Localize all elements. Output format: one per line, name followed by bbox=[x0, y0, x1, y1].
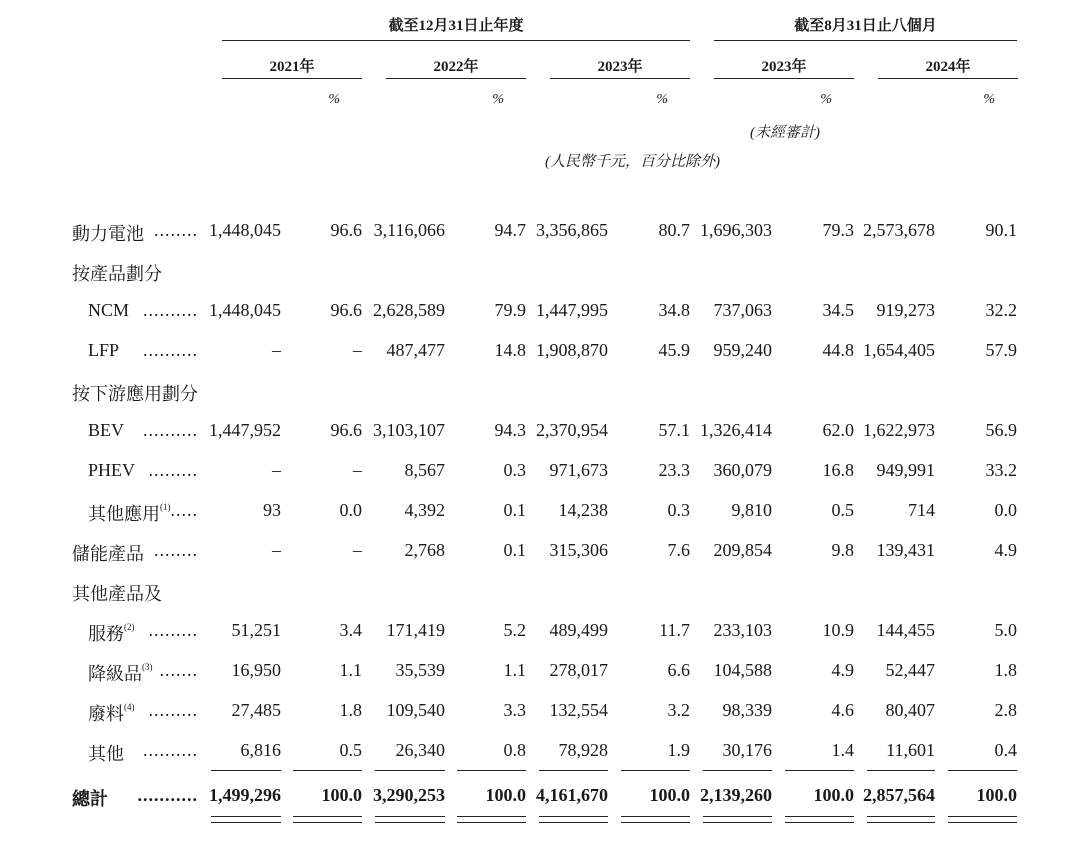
amount-cell: 26,340 bbox=[395, 740, 445, 760]
amount-cell: 139,431 bbox=[876, 540, 935, 560]
amount-cell: 9,810 bbox=[731, 500, 772, 520]
amount-cell: 3,356,865 bbox=[536, 220, 608, 240]
row-label-text: NCM bbox=[88, 300, 130, 320]
leader-dots: .......... bbox=[143, 300, 198, 320]
year-rule bbox=[386, 78, 526, 79]
subtotal-rule bbox=[539, 770, 608, 771]
amount-cell: 2,573,678 bbox=[863, 220, 935, 240]
row-label bbox=[88, 700, 135, 726]
row-label-text: 降級品 bbox=[88, 664, 142, 684]
percent-cell: 44.8 bbox=[822, 340, 854, 360]
total-double-rule bbox=[948, 816, 1017, 823]
percent-cell: 0.1 bbox=[503, 500, 526, 520]
amount-cell: 6,816 bbox=[240, 740, 281, 760]
percent-cell: 9.8 bbox=[831, 540, 854, 560]
percent-cell: 11.7 bbox=[659, 620, 690, 640]
leader-dots: ....... bbox=[159, 660, 198, 680]
percent-cell: – bbox=[353, 460, 362, 480]
total-double-rule bbox=[867, 816, 935, 823]
total-double-rule bbox=[621, 816, 690, 823]
percent-cell: 6.6 bbox=[667, 660, 690, 680]
year-rule bbox=[878, 78, 1018, 79]
percent-cell: 1.4 bbox=[831, 740, 854, 760]
year-header-2024-8m: 2024年 bbox=[925, 59, 971, 75]
percent-cell: 100.0 bbox=[813, 785, 854, 805]
period-header-eight-months: 截至8月31日止八個月 bbox=[794, 18, 937, 34]
percent-cell: 96.6 bbox=[330, 220, 362, 240]
amount-cell: 14,238 bbox=[558, 500, 608, 520]
amount-cell: 949,991 bbox=[876, 460, 935, 480]
leader-dots: ......... bbox=[148, 700, 198, 720]
row-label bbox=[88, 300, 129, 321]
amount-cell: 2,370,954 bbox=[536, 420, 608, 440]
percent-cell: 90.1 bbox=[985, 220, 1017, 240]
footnote-marker: (1) bbox=[160, 502, 171, 512]
percent-cell: 96.6 bbox=[330, 300, 362, 320]
percent-cell: 1.8 bbox=[994, 660, 1017, 680]
percent-cell: 4.9 bbox=[994, 540, 1017, 560]
leader-dots: ......... bbox=[148, 620, 198, 640]
row-label bbox=[88, 620, 135, 646]
row-label bbox=[88, 740, 124, 766]
percent-cell: 0.8 bbox=[503, 740, 526, 760]
amount-cell: 1,908,870 bbox=[536, 340, 608, 360]
row-label bbox=[88, 660, 153, 686]
amount-cell: 2,857,564 bbox=[863, 785, 935, 805]
percent-cell: 0.0 bbox=[994, 500, 1017, 520]
pct-header: % bbox=[492, 92, 504, 107]
footnote-marker: (2) bbox=[124, 622, 135, 632]
amount-cell: 11,601 bbox=[886, 740, 935, 760]
subtotal-rule bbox=[375, 770, 445, 771]
amount-cell: – bbox=[272, 460, 281, 480]
subtotal-rule bbox=[211, 770, 281, 771]
percent-cell: 45.9 bbox=[658, 340, 690, 360]
footnote-marker: (4) bbox=[124, 702, 135, 712]
leader-dots: .......... bbox=[143, 420, 198, 440]
amount-cell: 1,654,405 bbox=[863, 340, 935, 360]
section-heading bbox=[72, 580, 162, 606]
period-header-year-end: 截至12月31日止年度 bbox=[388, 18, 524, 34]
amount-cell: 3,103,107 bbox=[373, 420, 445, 440]
row-label bbox=[88, 500, 171, 526]
amount-cell: 1,447,952 bbox=[209, 420, 281, 440]
amount-cell: 35,539 bbox=[395, 660, 445, 680]
amount-cell: 4,392 bbox=[404, 500, 445, 520]
row-label-text: 總計 bbox=[72, 789, 108, 809]
amount-cell: 2,628,589 bbox=[373, 300, 445, 320]
amount-cell: 278,017 bbox=[549, 660, 608, 680]
row-label bbox=[88, 420, 124, 441]
row-label-text: 服務 bbox=[88, 624, 124, 644]
leader-dots: ........... bbox=[137, 785, 198, 805]
percent-cell: 100.0 bbox=[321, 785, 362, 805]
percent-cell: 3.3 bbox=[503, 700, 526, 720]
amount-cell: – bbox=[272, 340, 281, 360]
pct-header: % bbox=[656, 92, 668, 107]
amount-cell: 104,588 bbox=[713, 660, 772, 680]
percent-cell: 33.2 bbox=[985, 460, 1017, 480]
amount-cell: 233,103 bbox=[713, 620, 772, 640]
percent-cell: 16.8 bbox=[822, 460, 854, 480]
amount-cell: – bbox=[272, 540, 281, 560]
row-label-text: 儲能產品 bbox=[72, 544, 144, 564]
percent-cell: 1.1 bbox=[339, 660, 362, 680]
amount-cell: 132,554 bbox=[549, 700, 608, 720]
amount-cell: 109,540 bbox=[386, 700, 445, 720]
year-header-2022: 2022年 bbox=[433, 59, 479, 75]
unaudited-note: (未經審計) bbox=[750, 125, 820, 141]
row-label bbox=[72, 220, 144, 246]
amount-cell: 52,447 bbox=[885, 660, 935, 680]
amount-cell: 80,407 bbox=[885, 700, 935, 720]
leader-dots: ..... bbox=[170, 500, 198, 520]
percent-cell: 56.9 bbox=[985, 420, 1017, 440]
amount-cell: 360,079 bbox=[713, 460, 772, 480]
percent-cell: 0.0 bbox=[339, 500, 362, 520]
percent-cell: 100.0 bbox=[649, 785, 690, 805]
row-label-text: 按下游應用劃分 bbox=[72, 384, 198, 404]
unit-note: (人民幣千元，百分比除外) bbox=[545, 154, 720, 170]
leader-dots: ........ bbox=[154, 220, 198, 240]
percent-cell: 94.3 bbox=[494, 420, 526, 440]
percent-cell: 7.6 bbox=[667, 540, 690, 560]
percent-cell: 0.3 bbox=[667, 500, 690, 520]
percent-cell: 0.5 bbox=[831, 500, 854, 520]
amount-cell: 737,063 bbox=[713, 300, 772, 320]
percent-cell: 1.9 bbox=[667, 740, 690, 760]
percent-cell: 80.7 bbox=[658, 220, 690, 240]
year-header-2023: 2023年 bbox=[597, 59, 643, 75]
row-label-text: LFP bbox=[88, 340, 120, 360]
amount-cell: 30,176 bbox=[722, 740, 772, 760]
leader-dots: .......... bbox=[143, 340, 198, 360]
row-label bbox=[88, 460, 135, 481]
total-double-rule bbox=[785, 816, 854, 823]
subtotal-rule bbox=[948, 770, 1017, 771]
percent-cell: 34.5 bbox=[822, 300, 854, 320]
amount-cell: 487,477 bbox=[386, 340, 445, 360]
percent-cell: 4.9 bbox=[831, 660, 854, 680]
year-header-2021: 2021年 bbox=[269, 59, 315, 75]
row-label-text: 其他 bbox=[88, 744, 124, 764]
percent-cell: 0.4 bbox=[994, 740, 1017, 760]
amount-cell: 16,950 bbox=[231, 660, 281, 680]
row-label-text: 其他應用 bbox=[88, 504, 160, 524]
percent-cell: 1.1 bbox=[503, 660, 526, 680]
percent-cell: 23.3 bbox=[658, 460, 690, 480]
section-heading bbox=[72, 260, 162, 286]
pct-header: % bbox=[820, 92, 832, 107]
amount-cell: 4,161,670 bbox=[536, 785, 608, 805]
percent-cell: 57.1 bbox=[658, 420, 690, 440]
percent-cell: 94.7 bbox=[494, 220, 526, 240]
amount-cell: 1,326,414 bbox=[700, 420, 772, 440]
amount-cell: 51,251 bbox=[231, 620, 281, 640]
amount-cell: 78,928 bbox=[558, 740, 608, 760]
amount-cell: 1,448,045 bbox=[209, 220, 281, 240]
subtotal-rule bbox=[621, 770, 690, 771]
amount-cell: 209,854 bbox=[713, 540, 772, 560]
percent-cell: 0.1 bbox=[503, 540, 526, 560]
percent-cell: 57.9 bbox=[985, 340, 1017, 360]
amount-cell: 144,455 bbox=[876, 620, 935, 640]
amount-cell: 971,673 bbox=[549, 460, 608, 480]
leader-dots: ......... bbox=[148, 460, 198, 480]
year-rule bbox=[222, 78, 362, 79]
total-double-rule bbox=[293, 816, 362, 823]
amount-cell: 3,116,066 bbox=[373, 220, 445, 240]
percent-cell: – bbox=[353, 340, 362, 360]
percent-cell: 5.2 bbox=[503, 620, 526, 640]
row-label-text: 按產品劃分 bbox=[72, 264, 162, 284]
total-double-rule bbox=[457, 816, 526, 823]
year-rule bbox=[550, 78, 690, 79]
amount-cell: 1,622,973 bbox=[863, 420, 935, 440]
percent-cell: 14.8 bbox=[494, 340, 526, 360]
amount-cell: 93 bbox=[263, 500, 281, 520]
section-heading bbox=[72, 380, 198, 406]
amount-cell: 8,567 bbox=[404, 460, 445, 480]
row-label bbox=[72, 785, 108, 811]
percent-cell: 0.3 bbox=[503, 460, 526, 480]
percent-cell: 1.8 bbox=[339, 700, 362, 720]
amount-cell: 714 bbox=[908, 500, 935, 520]
percent-cell: 96.6 bbox=[330, 420, 362, 440]
amount-cell: 489,499 bbox=[549, 620, 608, 640]
percent-cell: 3.4 bbox=[339, 620, 362, 640]
percent-cell: 0.5 bbox=[339, 740, 362, 760]
group2-rule bbox=[714, 40, 1017, 41]
percent-cell: 3.2 bbox=[667, 700, 690, 720]
row-label-text: PHEV bbox=[88, 460, 136, 480]
row-label-text: 其他產品及 bbox=[72, 584, 162, 604]
pct-header: % bbox=[983, 92, 995, 107]
percent-cell: 4.6 bbox=[831, 700, 854, 720]
subtotal-rule bbox=[867, 770, 935, 771]
percent-cell: – bbox=[353, 540, 362, 560]
amount-cell: 98,339 bbox=[722, 700, 772, 720]
subtotal-rule bbox=[785, 770, 854, 771]
leader-dots: ........ bbox=[154, 540, 198, 560]
row-label bbox=[72, 540, 144, 566]
amount-cell: 959,240 bbox=[713, 340, 772, 360]
row-label-text: 動力電池 bbox=[72, 224, 144, 244]
amount-cell: 3,290,253 bbox=[373, 785, 445, 805]
amount-cell: 1,447,995 bbox=[536, 300, 608, 320]
percent-cell: 79.9 bbox=[494, 300, 526, 320]
amount-cell: 315,306 bbox=[549, 540, 608, 560]
subtotal-rule bbox=[703, 770, 772, 771]
row-label-text: 廢料 bbox=[88, 704, 124, 724]
row-label bbox=[88, 340, 119, 361]
total-double-rule bbox=[375, 816, 445, 823]
amount-cell: 919,273 bbox=[876, 300, 935, 320]
amount-cell: 2,768 bbox=[404, 540, 445, 560]
amount-cell: 171,419 bbox=[386, 620, 445, 640]
percent-cell: 34.8 bbox=[658, 300, 690, 320]
amount-cell: 1,696,303 bbox=[700, 220, 772, 240]
total-double-rule bbox=[703, 816, 772, 823]
footnote-marker: (3) bbox=[142, 662, 153, 672]
percent-cell: 5.0 bbox=[994, 620, 1017, 640]
leader-dots: .......... bbox=[143, 740, 198, 760]
total-double-rule bbox=[211, 816, 281, 823]
percent-cell: 2.8 bbox=[994, 700, 1017, 720]
percent-cell: 100.0 bbox=[485, 785, 526, 805]
total-double-rule bbox=[539, 816, 608, 823]
subtotal-rule bbox=[457, 770, 526, 771]
amount-cell: 2,139,260 bbox=[700, 785, 772, 805]
amount-cell: 1,499,296 bbox=[209, 785, 281, 805]
percent-cell: 100.0 bbox=[976, 785, 1017, 805]
year-rule bbox=[714, 78, 854, 79]
percent-cell: 62.0 bbox=[822, 420, 854, 440]
subtotal-rule bbox=[293, 770, 362, 771]
pct-header: % bbox=[328, 92, 340, 107]
group1-rule bbox=[222, 40, 690, 41]
percent-cell: 10.9 bbox=[822, 620, 854, 640]
percent-cell: 32.2 bbox=[985, 300, 1017, 320]
year-header-2023-8m: 2023年 bbox=[761, 59, 807, 75]
amount-cell: 1,448,045 bbox=[209, 300, 281, 320]
amount-cell: 27,485 bbox=[231, 700, 281, 720]
row-label-text: BEV bbox=[88, 420, 124, 440]
percent-cell: 79.3 bbox=[822, 220, 854, 240]
